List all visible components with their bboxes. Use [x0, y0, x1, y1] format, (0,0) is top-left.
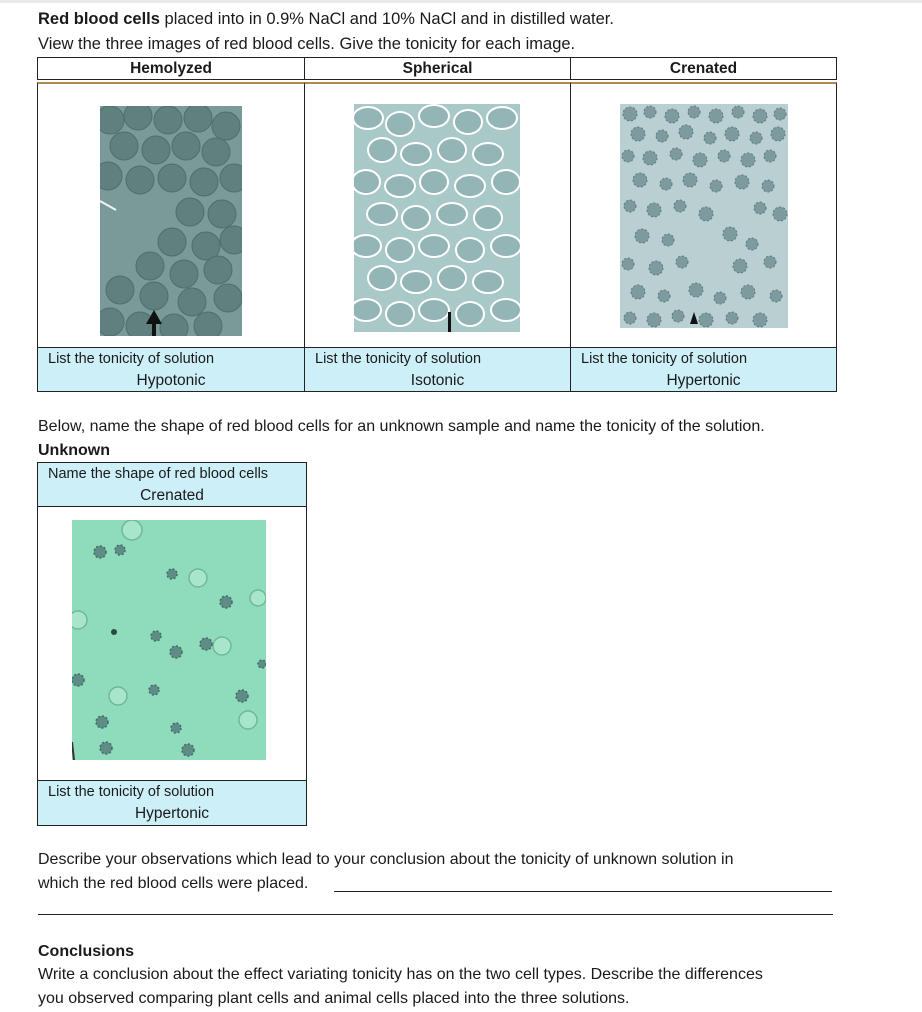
page-top-rule	[0, 0, 922, 3]
unknown-title: Unknown	[38, 442, 110, 459]
conclusions-title: Conclusions	[38, 943, 135, 960]
unknown-tonicity-answer: Hypertonic	[134, 805, 210, 822]
image-cell-crenated	[570, 82, 837, 348]
header-spherical: Spherical	[304, 57, 571, 80]
observations-line-1: Describe your observations which lead to your conclusion about the tonicity of unknown solution in	[38, 851, 734, 868]
unknown-tonicity-prompt: List the tonicity of solution	[48, 784, 215, 800]
unknown-image-cell	[37, 506, 307, 781]
tonicity-cell-crenated[interactable]	[570, 347, 837, 392]
micrograph-hemolyzed	[100, 106, 242, 336]
image-cell-hemolyzed	[37, 82, 305, 348]
instruction-line: View the three images of red blood cells. Give the tonicity for each image.	[38, 35, 576, 53]
micrograph-spherical	[354, 104, 520, 332]
tonicity-answer: Isotonic	[410, 372, 465, 389]
unknown-intro: Below, name the shape of red blood cells for an unknown sample and name the tonicity of the solution.	[38, 418, 765, 435]
observations-answer-line-1[interactable]	[334, 891, 832, 892]
tonicity-answer: Hypotonic	[136, 372, 206, 389]
tonicity-prompt: List the tonicity of solution	[581, 351, 748, 367]
heading-line	[38, 10, 614, 29]
unknown-tonicity-cell[interactable]	[37, 780, 307, 826]
shape-answer: Crenated	[140, 487, 204, 504]
tonicity-cell-spherical[interactable]	[304, 347, 571, 392]
heading-bold-lead: Red blood cells	[38, 10, 160, 28]
conclusions-line-2: you observed comparing plant cells and animal cells placed into the three solutions.	[38, 990, 630, 1007]
tonicity-answer: Hypertonic	[666, 372, 741, 389]
micrograph-unknown	[72, 520, 266, 760]
tonicity-cell-hemolyzed[interactable]	[37, 347, 305, 392]
observations-answer-line-2[interactable]	[38, 914, 833, 915]
micrograph-crenated	[620, 104, 788, 328]
header-crenated: Crenated	[570, 57, 837, 80]
image-cell-spherical	[304, 82, 571, 348]
conclusions-line-1: Write a conclusion about the effect variating tonicity has on the two cell types. Describe the differences	[38, 966, 763, 983]
shape-prompt: Name the shape of red blood cells	[48, 466, 269, 482]
observations-line-2: which the red blood cells were placed.	[38, 875, 309, 892]
tonicity-prompt: List the tonicity of solution	[48, 351, 215, 367]
tonicity-prompt: List the tonicity of solution	[315, 351, 482, 367]
unknown-shape-cell[interactable]	[37, 462, 307, 507]
heading-rest: placed into in 0.9% NaCl and 10% NaCl and in distilled water.	[159, 10, 614, 28]
header-hemolyzed: Hemolyzed	[37, 57, 305, 80]
